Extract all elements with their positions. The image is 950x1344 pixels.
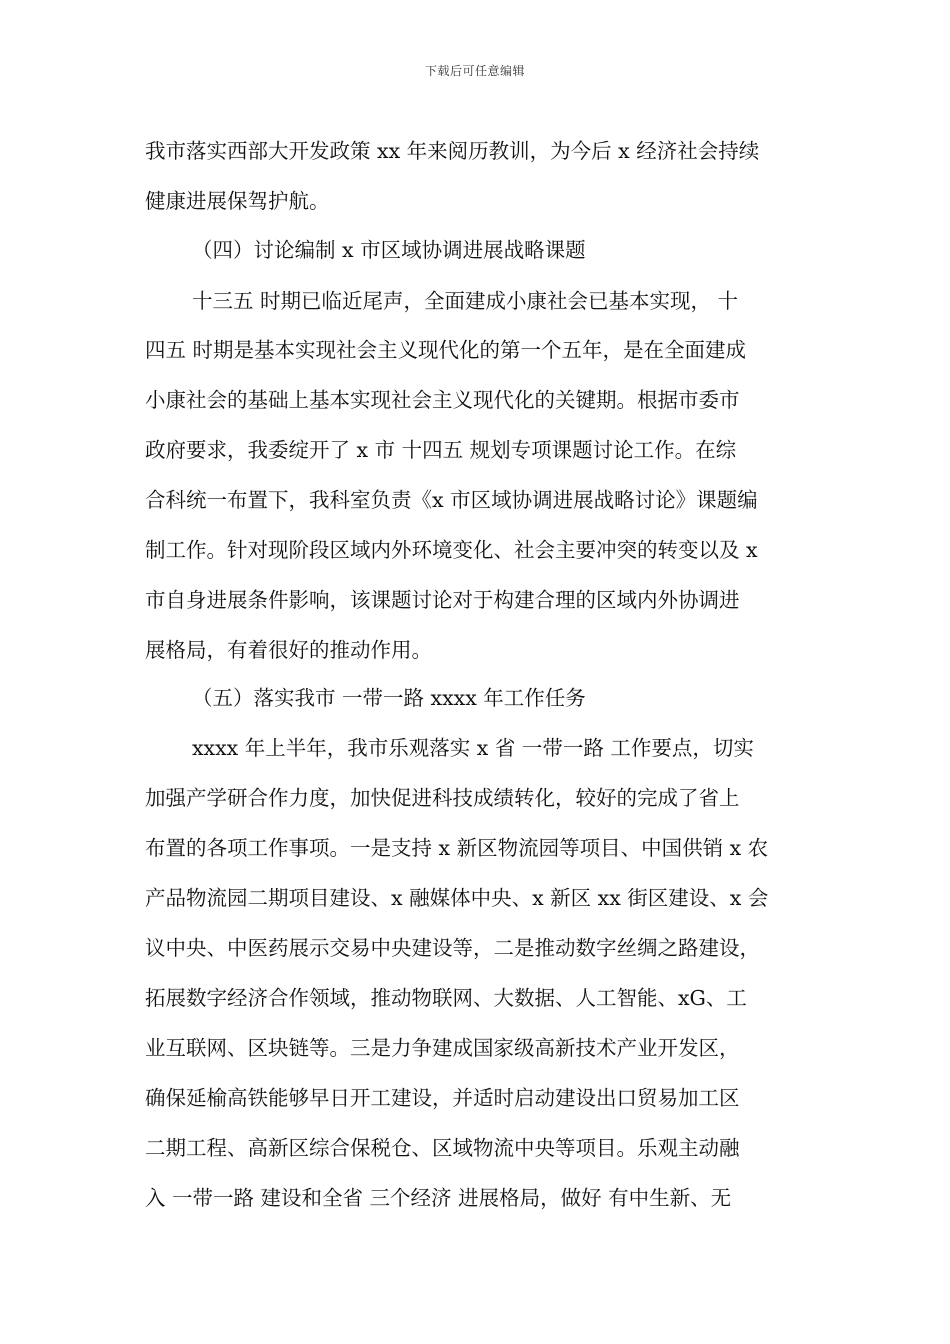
body-text-line: 确保延榆高铁能够早日开工建设，并适时启动建设出口贸易加工区 (145, 1086, 740, 1110)
section-heading-4: （四）讨论编制 x 市区域协调进展战略课题 (192, 238, 586, 262)
body-text-line: 入 一带一路 建设和全省 三个经济 进展格局，做好 有中生新、无 (145, 1186, 732, 1210)
body-text-line: 二期工程、高新区综合保税仓、区域物流中央等项目。乐观主动融 (145, 1136, 740, 1160)
body-text-line: 拓展数字经济合作领域，推动物联网、大数据、人工智能、xG、工 (145, 986, 747, 1010)
paragraph-start-line: xxxx 年上半年，我市乐观落实 x 省 一带一路 工作要点，切实 (192, 736, 754, 760)
body-text-line: 我市落实西部大开发政策 xx 年来阅历教训，为今后 x 经济社会持续 (145, 139, 760, 163)
body-text-line: 业互联网、区块链等。三是力争建成国家级高新技术产业开发区， (145, 1036, 740, 1060)
body-text-line: 合科统一布置下，我科室负责《x 市区域协调进展战略讨论》课题编 (145, 488, 758, 512)
body-text-line: 加强产学研合作力度，加快促进科技成绩转化，较好的完成了省上 (145, 786, 740, 810)
body-text-line: 展格局，有着很好的推动作用。 (145, 638, 432, 662)
body-text-line: 布置的各项工作事项。一是支持 x 新区物流园等项目、中国供销 x 农 (145, 836, 769, 860)
body-text-line: 制工作。针对现阶段区域内外环境变化、社会主要冲突的转变以及 x (145, 538, 758, 562)
body-text-line: 四五 时期是基本实现社会主义现代化的第一个五年，是在全面建成 (145, 338, 747, 362)
body-text-line: 健康进展保驾护航。 (145, 189, 330, 213)
page-header-note: 下载后可任意编辑 (424, 64, 525, 78)
body-text-line: 小康社会的基础上基本实现社会主义现代化的关键期。根据市委市 (145, 388, 740, 412)
section-heading-5: （五）落实我市 一带一路 xxxx 年工作任务 (192, 686, 586, 710)
body-text-line: 议中央、中医药展示交易中央建设等，二是推动数字丝绸之路建设， (145, 936, 760, 960)
paragraph-start-line: 十三五 时期已临近尾声，全面建成小康社会已基本实现， 十 (192, 289, 739, 313)
body-text-line: 市自身进展条件影响，该课题讨论对于构建合理的区域内外协调进 (145, 588, 740, 612)
body-text-line: 产品物流园二期项目建设、x 融媒体中央、x 新区 xx 街区建设、x 会 (145, 886, 769, 910)
body-text-line: 政府要求，我委绽开了 x 市 十四五 规划专项课题讨论工作。在综 (145, 438, 737, 462)
